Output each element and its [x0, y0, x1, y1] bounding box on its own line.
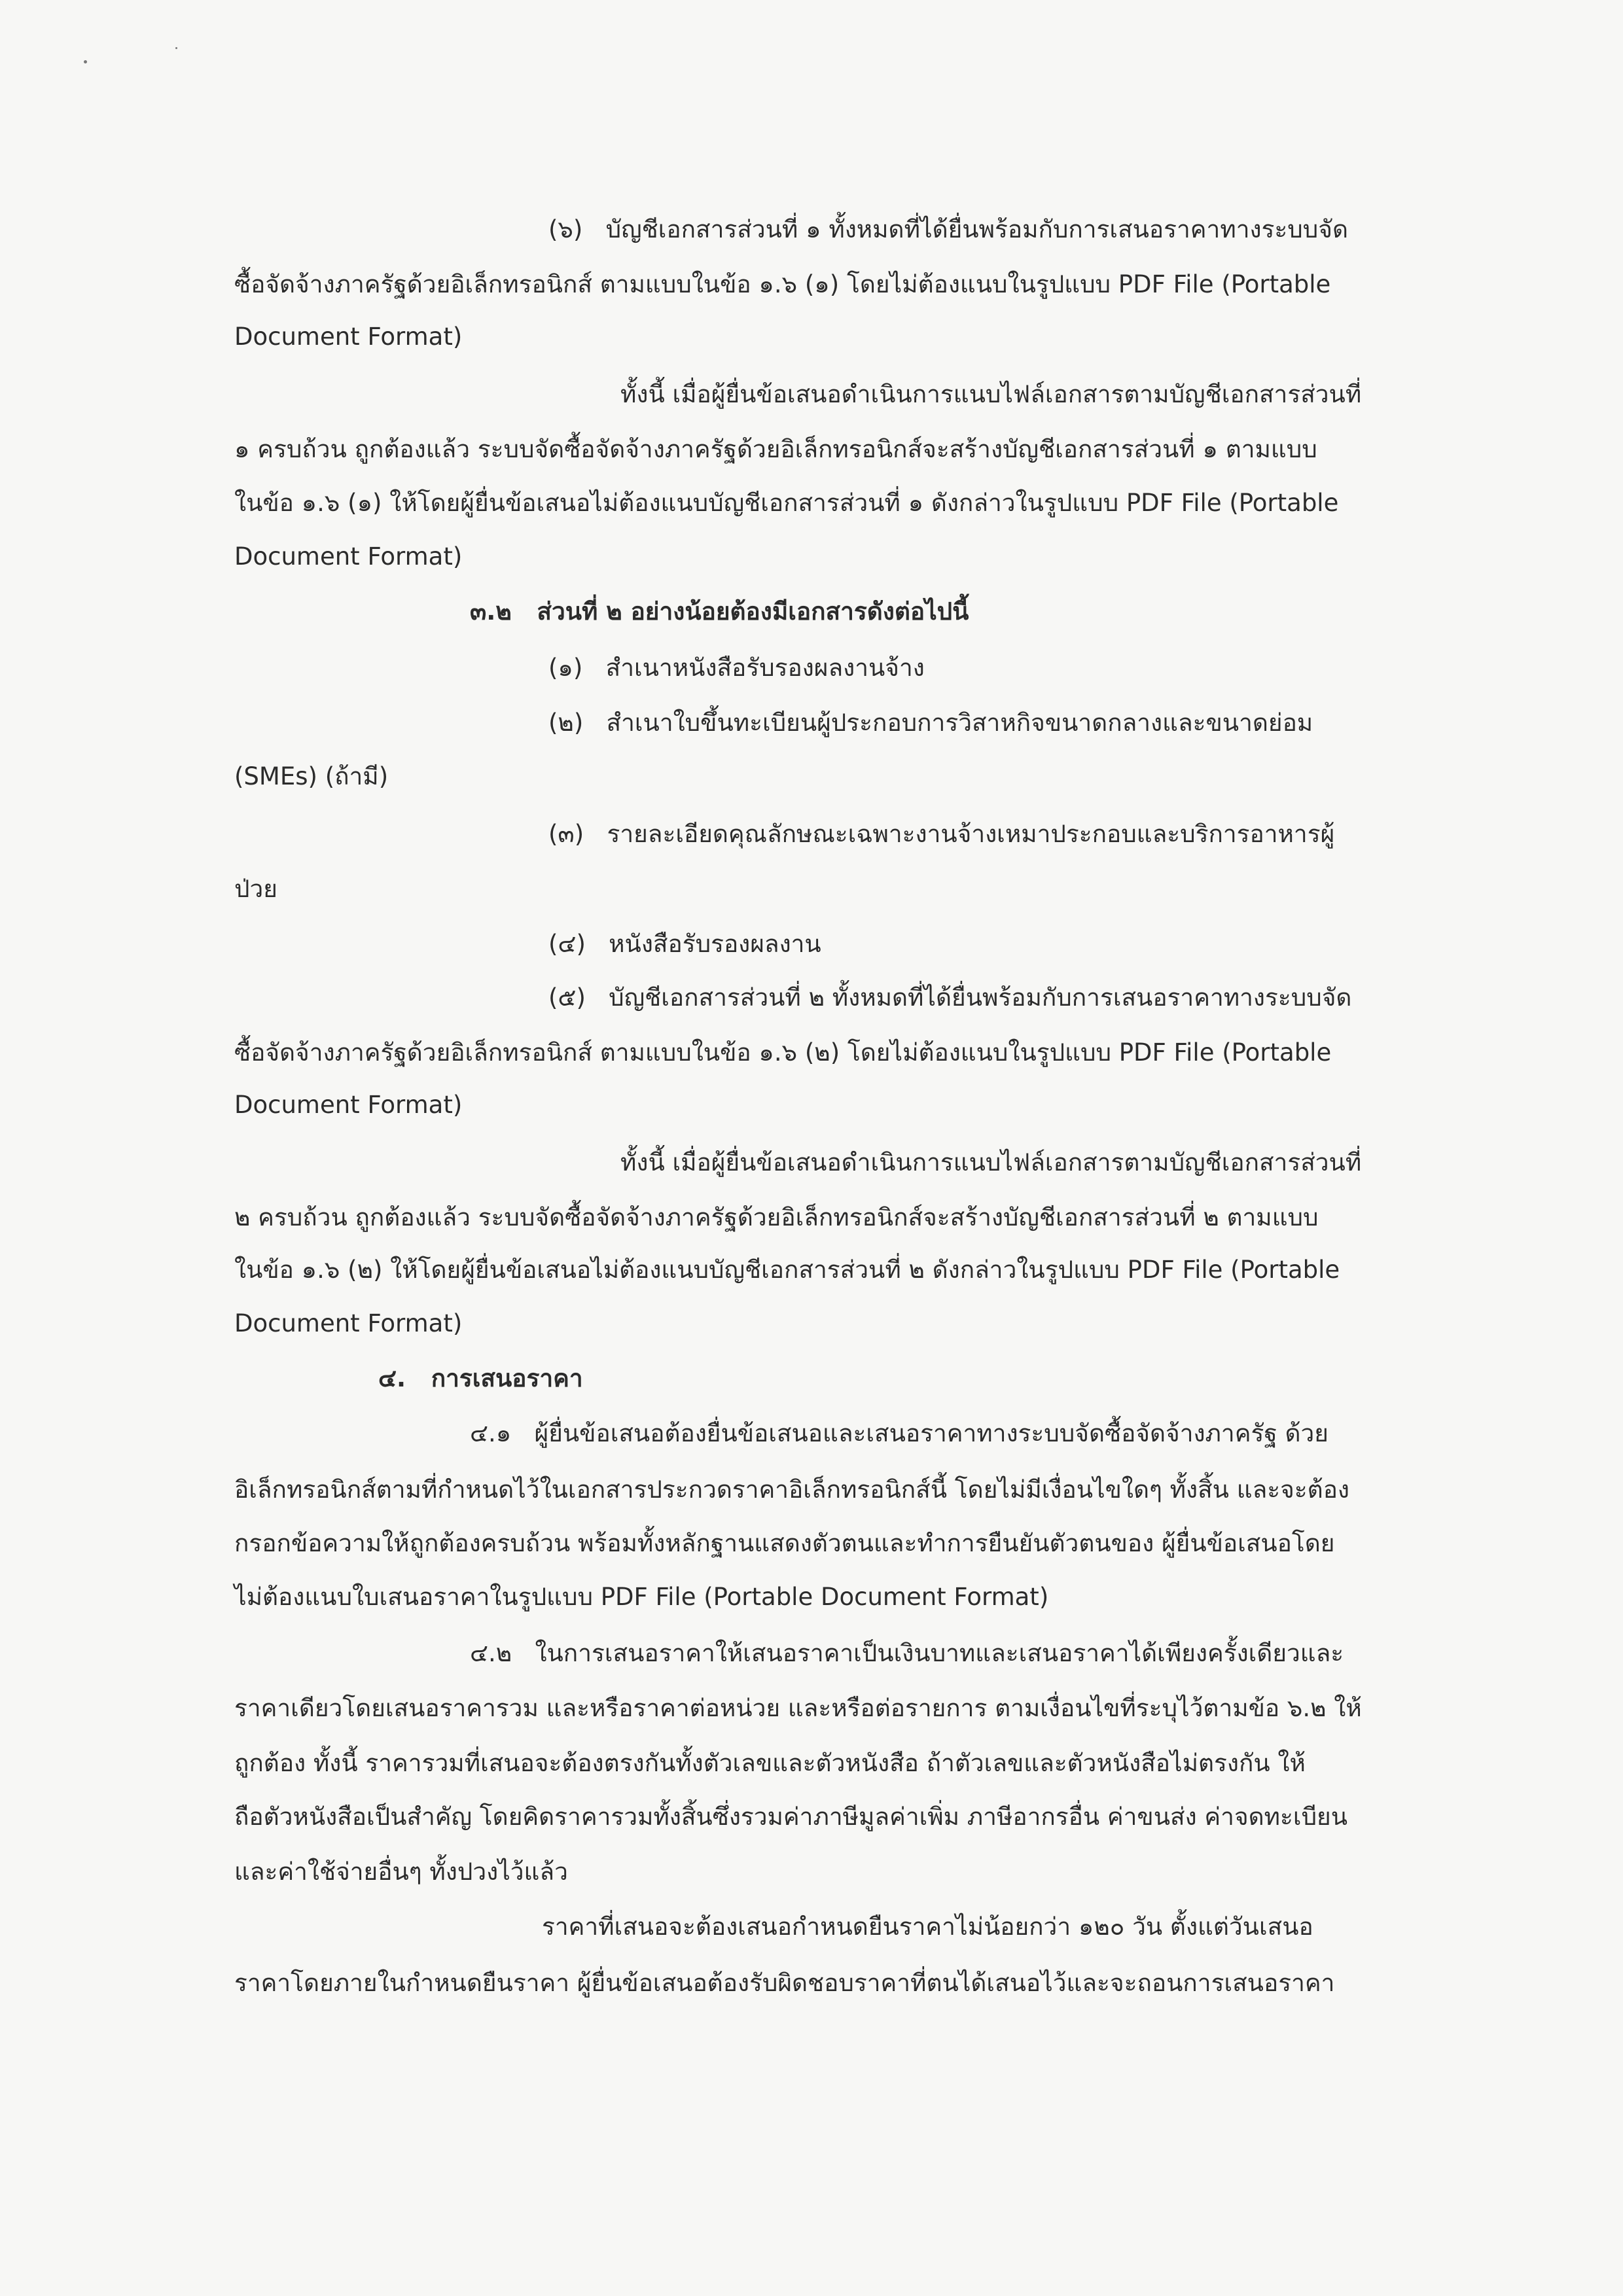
text-line: (๒) สำเนาใบขึ้นทะเบียนผู้ประกอบการวิสาหกิจขนาดกลางและขนาดย่อม	[548, 709, 1313, 737]
text-line: ราคาโดยภายในกำหนดยืนราคา ผู้ยื่นข้อเสนอต้องรับผิดชอบราคาที่ตนได้เสนอไว้และจะถอนการเสนอราคา	[234, 1969, 1335, 1997]
text-line: ซื้อจัดจ้างภาครัฐด้วยอิเล็กทรอนิกส์ ตามแบบในข้อ ๑.๖ (๑) โดยไม่ต้องแนบในรูปแบบ PDF File (Portable	[234, 270, 1331, 298]
text-line: Document Format)	[234, 1091, 463, 1119]
text-line: ในข้อ ๑.๖ (๑) ให้โดยผู้ยื่นข้อเสนอไม่ต้องแนบบัญชีเอกสารส่วนที่ ๑ ดังกล่าวในรูปแบบ PDF File (Portable	[234, 489, 1339, 517]
section-heading: ๓.๒ ส่วนที่ ๒ อย่างน้อยต้องมีเอกสารดังต่อไปนี้	[470, 597, 969, 626]
text-line: (SMEs) (ถ้ามี)	[234, 762, 389, 790]
text-line: ไม่ต้องแนบใบเสนอราคาในรูปแบบ PDF File (Portable Document Format)	[234, 1583, 1049, 1611]
text-line: Document Format)	[234, 1309, 463, 1337]
text-line: ๒ ครบถ้วน ถูกต้องแล้ว ระบบจัดซื้อจัดจ้างภาครัฐด้วยอิเล็กทรอนิกส์จะสร้างบัญชีเอกสารส่วนที่ ๒ ตามแบบ	[234, 1203, 1319, 1231]
text-line: Document Format)	[234, 323, 463, 351]
text-line: (๔) หนังสือรับรองผลงาน	[548, 930, 821, 958]
text-line: (๓) รายละเอียดคุณลักษณะเฉพาะงานจ้างเหมาประกอบและบริการอาหารผู้	[548, 820, 1335, 848]
text-line: ถูกต้อง ทั้งนี้ ราคารวมที่เสนอจะต้องตรงกันทั้งตัวเลขและตัวหนังสือ ถ้าตัวเลขและตัวหนังสือไม่ตรงกัน ให้	[234, 1749, 1306, 1777]
text-line: ในข้อ ๑.๖ (๒) ให้โดยผู้ยื่นข้อเสนอไม่ต้องแนบบัญชีเอกสารส่วนที่ ๒ ดังกล่าวในรูปแบบ PDF File (Portable	[234, 1256, 1340, 1284]
text-line: กรอกข้อความให้ถูกต้องครบถ้วน พร้อมทั้งหลักฐานแสดงตัวตนและทำการยืนยันตัวตนของ ผู้ยื่นข้อเสนอโดย	[234, 1529, 1335, 1557]
text-line: และค่าใช้จ่ายอื่นๆ ทั้งปวงไว้แล้ว	[234, 1858, 568, 1886]
text-line: (๖) บัญชีเอกสารส่วนที่ ๑ ทั้งหมดที่ได้ยื่นพร้อมกับการเสนอราคาทางระบบจัด	[548, 215, 1348, 243]
text-line: ราคาที่เสนอจะต้องเสนอกำหนดยืนราคาไม่น้อยกว่า ๑๒๐ วัน ตั้งแต่วันเสนอ	[542, 1913, 1313, 1941]
text-line: ทั้งนี้ เมื่อผู้ยื่นข้อเสนอดำเนินการแนบไฟล์เอกสารตามบัญชีเอกสารส่วนที่	[620, 1148, 1362, 1176]
text-line: ถือตัวหนังสือเป็นสำคัญ โดยคิดราคารวมทั้งสิ้นซึ่งรวมค่าภาษีมูลค่าเพิ่ม ภาษีอากรอื่น ค่าขนส่ง ค่าจดทะเบียน	[234, 1803, 1348, 1831]
scan-speck	[84, 60, 87, 63]
text-line: ทั้งนี้ เมื่อผู้ยื่นข้อเสนอดำเนินการแนบไฟล์เอกสารตามบัญชีเอกสารส่วนที่	[620, 380, 1362, 408]
text-line: ๔.๑ ผู้ยื่นข้อเสนอต้องยื่นข้อเสนอและเสนอราคาทางระบบจัดซื้อจัดจ้างภาครัฐ ด้วย	[470, 1419, 1329, 1447]
section-heading: ๔. การเสนอราคา	[378, 1364, 583, 1392]
text-line: ซื้อจัดจ้างภาครัฐด้วยอิเล็กทรอนิกส์ ตามแบบในข้อ ๑.๖ (๒) โดยไม่ต้องแนบในรูปแบบ PDF File (Portable	[234, 1038, 1332, 1067]
text-line: ราคาเดียวโดยเสนอราคารวม และหรือราคาต่อหน่วย และหรือต่อรายการ ตามเงื่อนไขที่ระบุไว้ตามข้อ ๖.๒ ให้	[234, 1694, 1362, 1722]
text-line: ๑ ครบถ้วน ถูกต้องแล้ว ระบบจัดซื้อจัดจ้างภาครัฐด้วยอิเล็กทรอนิกส์จะสร้างบัญชีเอกสารส่วนที่ ๑ ตามแบบ	[234, 435, 1317, 463]
text-line: ๔.๒ ในการเสนอราคาให้เสนอราคาเป็นเงินบาทและเสนอราคาได้เพียงครั้งเดียวและ	[470, 1639, 1344, 1667]
text-line: (๑) สำเนาหนังสือรับรองผลงานจ้าง	[548, 654, 925, 682]
text-line: ป่วย	[234, 875, 277, 903]
text-line: (๕) บัญชีเอกสารส่วนที่ ๒ ทั้งหมดที่ได้ยื่นพร้อมกับการเสนอราคาทางระบบจัด	[548, 983, 1352, 1012]
scan-speck	[175, 47, 177, 49]
text-line: อิเล็กทรอนิกส์ตามที่กำหนดไว้ในเอกสารประกวดราคาอิเล็กทรอนิกส์นี้ โดยไม่มีเงื่อนไขใดๆ ทั้งสิ้น และจะต้อง	[234, 1475, 1349, 1504]
text-line: Document Format)	[234, 542, 463, 571]
